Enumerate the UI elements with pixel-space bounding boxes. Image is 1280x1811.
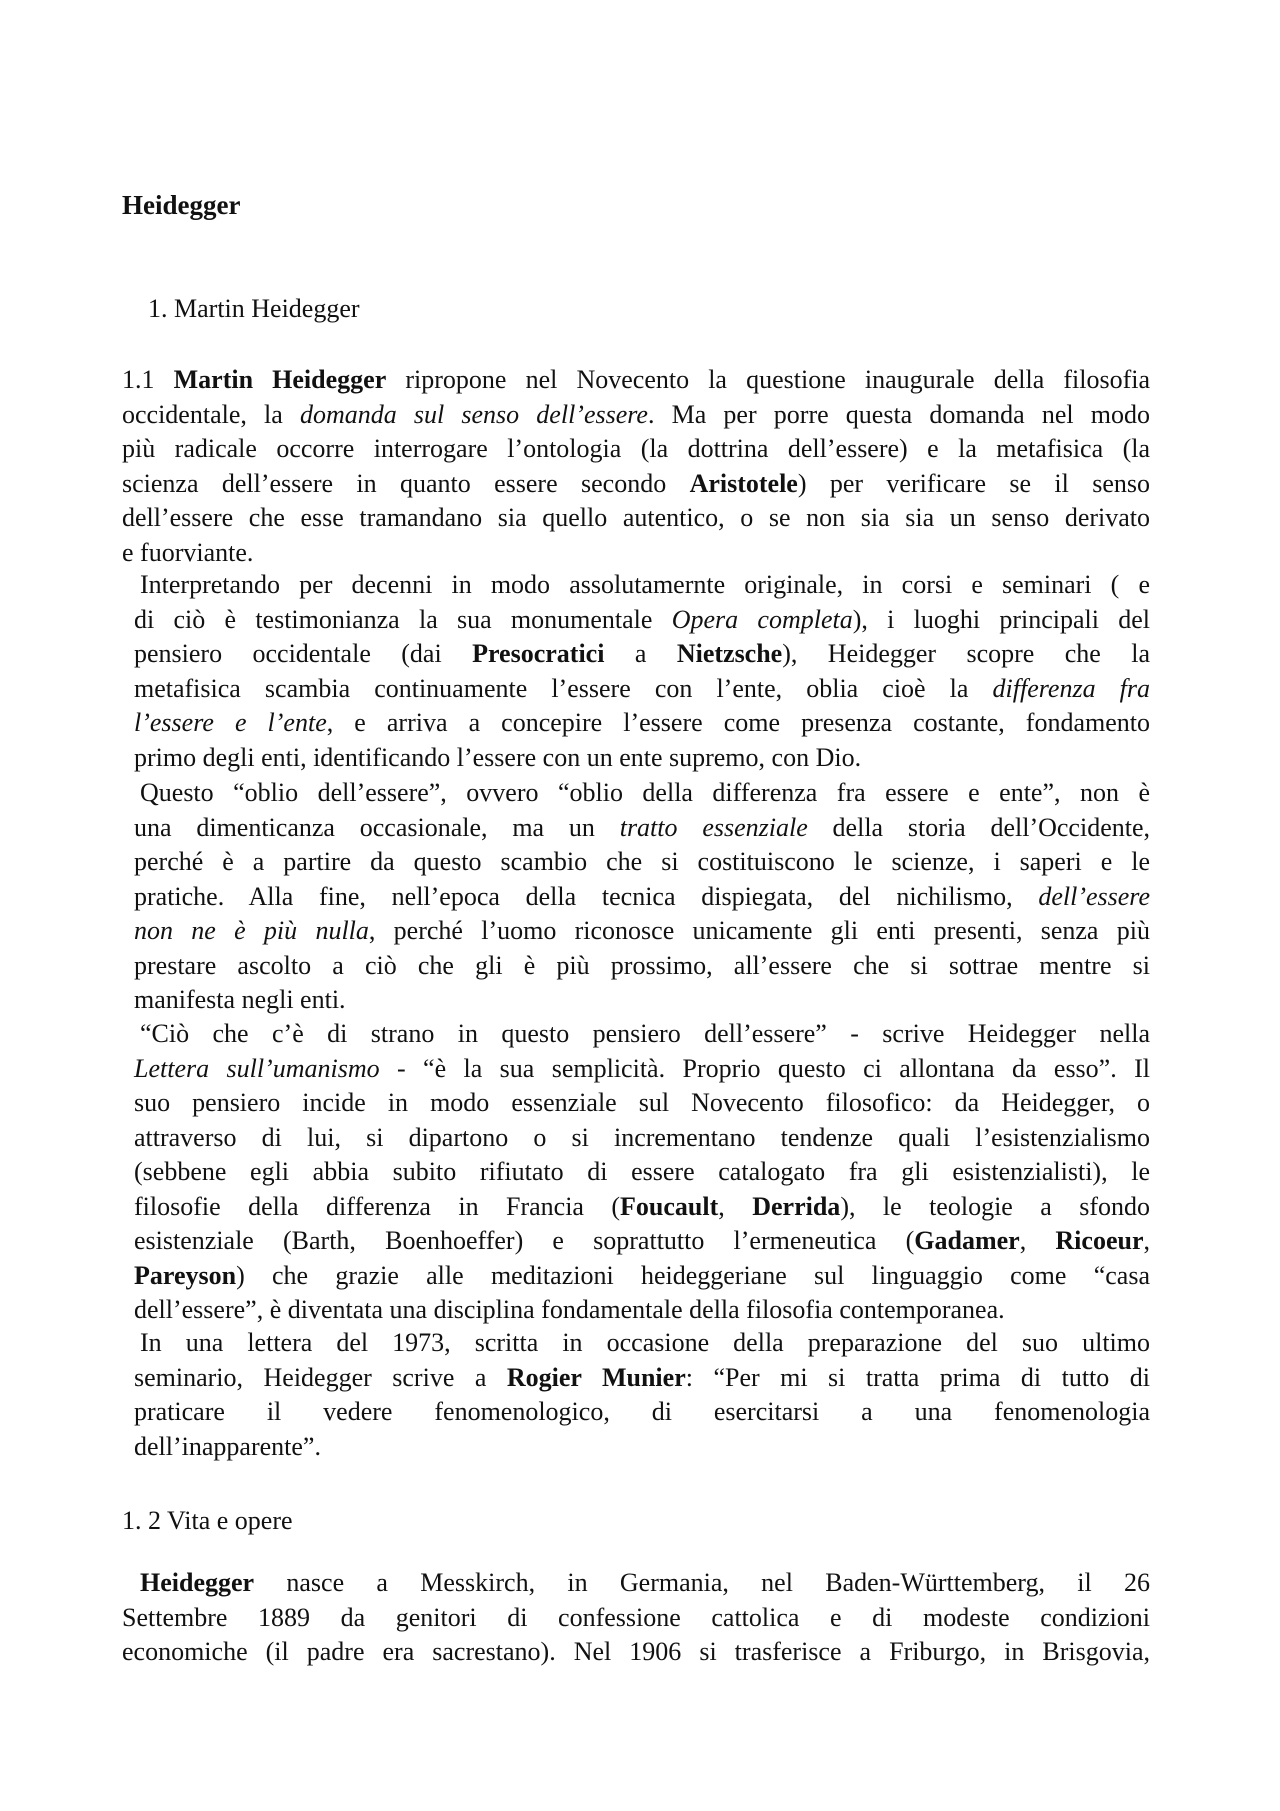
text-line: metafisica scambia continuamente l’essere con l’ente, oblia cioè la differenza fra bbox=[134, 673, 1150, 703]
text-line: dell’inapparente”. bbox=[134, 1431, 321, 1461]
text-line: 1.1 Martin Heidegger ripropone nel Novecento la questione inaugurale della filosofia bbox=[122, 365, 1150, 394]
text-line: di ciò è testimonianza la sua monumentale Opera completa), i luoghi principali del bbox=[134, 604, 1150, 634]
paragraph-interpretation bbox=[122, 568, 1150, 775]
text-line: scienza dell’essere in quanto essere secondo Aristotele) per verificare se il senso bbox=[122, 468, 1150, 498]
text-line: perché è a partire da questo scambio che si costituiscono le scienze, i saperi e le bbox=[134, 847, 1150, 876]
paragraph-influence bbox=[122, 1017, 1150, 1328]
text-line: dell’essere che esse tramandano sia quello autentico, o se non sia sia un senso derivato bbox=[122, 503, 1150, 532]
text-line: “Ciò che c’è di strano in questo pensiero dell’essere” - scrive Heidegger nella bbox=[140, 1019, 1150, 1048]
text-line: dell’essere”, è diventata una disciplina fondamentale della filosofia contemporanea. bbox=[134, 1295, 1005, 1324]
text-line: Settembre 1889 da genitori di confessione cattolica e di modeste condizioni bbox=[122, 1602, 1150, 1632]
text-line: l’essere e l’ente, e arriva a concepire l’essere come presenza costante, fondamento bbox=[134, 708, 1150, 737]
text-line: esistenziale (Barth, Boenhoeffer) e soprattutto l’ermeneutica (Gadamer, Ricoeur, bbox=[134, 1226, 1150, 1255]
text-line: Interpretando per decenni in modo assolutamernte originale, in corsi e seminari ( e bbox=[140, 570, 1150, 599]
text-line: non ne è più nulla, perché l’uomo riconosce unicamente gli enti presenti, senza più bbox=[134, 916, 1150, 945]
text-line: suo pensiero incide in modo essenziale sul Novecento filosofico: da Heidegger, o bbox=[134, 1088, 1150, 1117]
paragraph-biography bbox=[122, 1566, 1150, 1670]
text-line: filosofie della differenza in Francia (Foucault, Derrida), le teologie a sfondo bbox=[134, 1191, 1151, 1221]
text-line: occidentale, la domanda sul senso dell’essere. Ma per porre questa domanda nel modo bbox=[122, 399, 1150, 429]
section-heading-vita-e-opere: 1. 2 Vita e opere bbox=[122, 1506, 293, 1535]
text-line: e fuorviante. bbox=[122, 537, 254, 567]
text-line: Questo “oblio dell’essere”, ovvero “oblio della differenza fra essere e ente”, non è bbox=[140, 778, 1150, 807]
text-line: una dimenticanza occasionale, ma un tratto essenziale della storia dell’Occidente, bbox=[134, 812, 1150, 842]
text-line: praticare il vedere fenomenologico, di esercitarsi a una fenomenologia bbox=[134, 1397, 1150, 1426]
paragraph-oblivion bbox=[122, 776, 1150, 1018]
text-line: primo degli enti, identificando l’essere con un ente supremo, con Dio. bbox=[134, 742, 862, 772]
text-line: Lettera sull’umanismo - “è la sua semplicità. Proprio questo ci allontana da esso”. Il bbox=[134, 1053, 1150, 1083]
text-line: più radicale occorre interrogare l’ontologia (la dottrina dell’essere) e la metafisica (la bbox=[122, 434, 1150, 463]
text-line: prestare ascolto a ciò che gli è più prossimo, all’essere che si sottrae mentre si bbox=[134, 950, 1150, 980]
text-line: pensiero occidentale (dai Presocratici a Nietzsche), Heidegger scopre che la bbox=[134, 639, 1151, 668]
text-line: economiche (il padre era sacrestano). Nel 1906 si trasferisce a Friburgo, in Brisgovia, bbox=[122, 1637, 1150, 1666]
paragraph-intro bbox=[122, 363, 1150, 570]
text-line: Heidegger nasce a Messkirch, in Germania, nel Baden-Württemberg, il 26 bbox=[140, 1568, 1150, 1597]
document-title: Heidegger bbox=[122, 190, 241, 220]
section-heading-martin-heidegger: 1. Martin Heidegger bbox=[148, 294, 360, 323]
text-line: attraverso di lui, si dipartono o si incrementano tendenze quali l’esistenzialismo bbox=[134, 1122, 1150, 1152]
text-line: manifesta negli enti. bbox=[134, 985, 346, 1014]
text-line: Pareyson) che grazie alle meditazioni heideggeriane sul linguaggio come “casa bbox=[134, 1260, 1150, 1290]
text-line: seminario, Heidegger scrive a Rogier Munier: “Per mi si tratta prima di tutto di bbox=[134, 1362, 1150, 1392]
paragraph-letter bbox=[122, 1326, 1150, 1464]
text-line: (sebbene egli abbia subito rifiutato di essere catalogato fra gli esistenzialisti), le bbox=[134, 1157, 1150, 1186]
text-line: pratiche. Alla fine, nell’epoca della tecnica dispiegata, del nichilismo, dell’essere bbox=[134, 881, 1150, 911]
text-line: In una lettera del 1973, scritta in occasione della preparazione del suo ultimo bbox=[140, 1328, 1150, 1357]
